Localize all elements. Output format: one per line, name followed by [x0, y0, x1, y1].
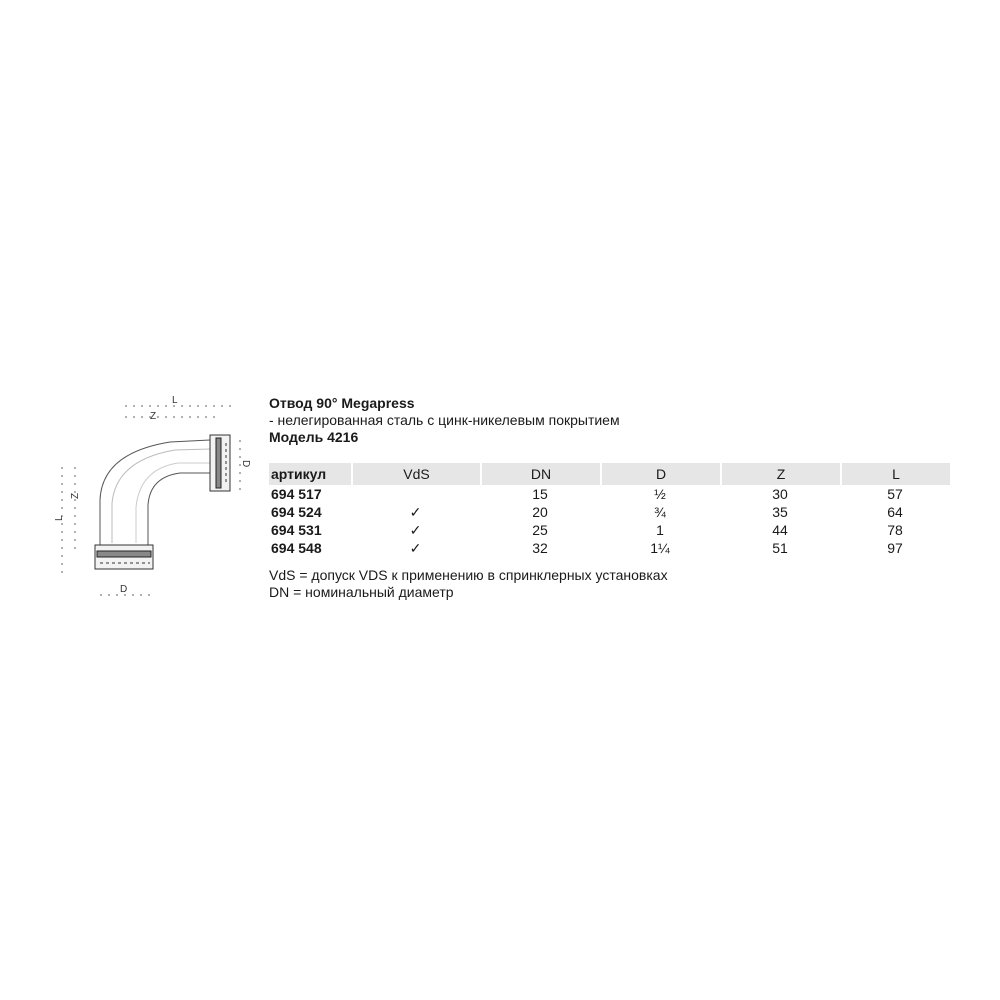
cell-l: 78 [887, 522, 903, 538]
col-header-vds: VdS [351, 463, 480, 485]
cell-d: 1 [656, 522, 664, 538]
cell-vds [351, 485, 480, 503]
col-header-article: артикул [269, 463, 351, 485]
cell-vds: ✓ [409, 540, 422, 556]
cell-z: 35 [772, 504, 788, 520]
col-header-d: D [600, 463, 720, 485]
dim-label-l-left: L [54, 515, 65, 521]
cell-l: 57 [887, 486, 903, 502]
product-material: - нелегированная сталь с цинк-никелевым покрытием [269, 412, 620, 428]
cell-dn: 20 [532, 504, 548, 520]
table-row [269, 539, 950, 557]
cell-article: 694 524 [271, 504, 322, 520]
cell-article: 694 548 [271, 540, 322, 556]
dim-label-d-right: D [240, 460, 251, 468]
footnotes [269, 567, 668, 601]
cell-dn: 15 [532, 486, 548, 502]
cell-article: 694 517 [271, 486, 322, 502]
col-header-z: Z [720, 463, 840, 485]
cell-dn: 32 [532, 540, 548, 556]
cell-z: 44 [772, 522, 788, 538]
footnote-dn: DN = номинальный диаметр [269, 584, 454, 600]
cell-l: 97 [887, 540, 903, 556]
cell-z: 51 [772, 540, 788, 556]
table-row [269, 485, 950, 503]
cell-article: 694 531 [271, 522, 322, 538]
spec-table-header [269, 463, 950, 485]
spec-table [269, 463, 950, 557]
cell-dn: 25 [532, 522, 548, 538]
dim-label-z-top: Z [150, 411, 157, 422]
col-header-dn: DN [480, 463, 600, 485]
cell-vds: ✓ [409, 504, 422, 520]
product-model: Модель 4216 [269, 429, 359, 445]
col-header-l: L [840, 463, 950, 485]
product-title: Отвод 90° Megapress [269, 395, 415, 411]
cell-d: ½ [654, 486, 666, 502]
cell-vds: ✓ [409, 522, 422, 538]
cell-d: 1¼ [650, 540, 670, 556]
dim-label-l-top: L [172, 395, 178, 406]
dim-label-z-left: Z [70, 492, 81, 499]
footnote-vds: VdS = допуск VDS к применению в спринклерных установках [269, 567, 668, 583]
elbow-technical-drawing [50, 395, 265, 610]
cell-l: 64 [887, 504, 903, 520]
cell-z: 30 [772, 486, 788, 502]
dim-label-d-bottom: D [120, 584, 128, 595]
table-row [269, 521, 950, 539]
table-row [269, 503, 950, 521]
cell-d: ¾ [654, 504, 666, 520]
